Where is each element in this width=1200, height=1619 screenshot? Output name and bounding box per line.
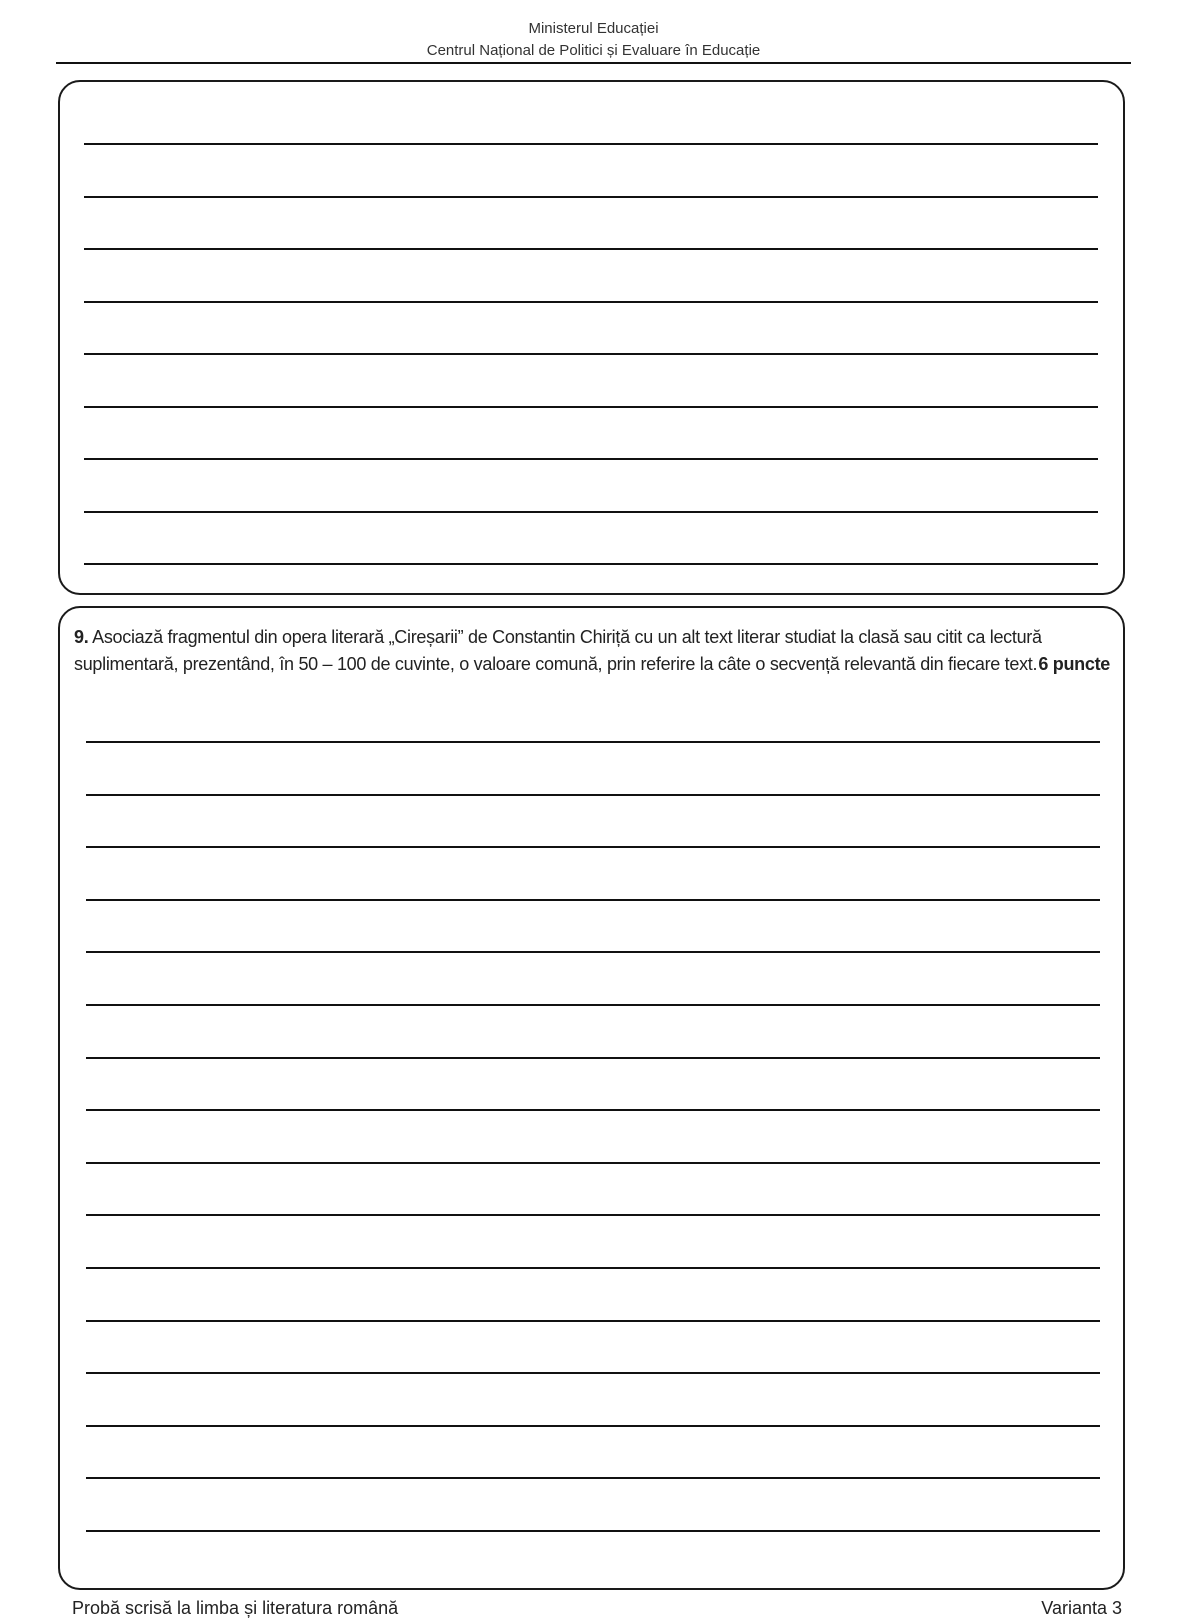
answer-line[interactable] [84, 196, 1098, 198]
answer-line[interactable] [84, 353, 1098, 355]
answer-line[interactable] [84, 406, 1098, 408]
header-center: Centrul Național de Politici și Evaluare în Educație [426, 42, 761, 59]
question-9 [74, 624, 1110, 678]
question-number: 9. [74, 627, 89, 647]
answer-line[interactable] [86, 1425, 1100, 1427]
answer-line[interactable] [86, 899, 1100, 901]
answer-line[interactable] [86, 1477, 1100, 1479]
page-header [56, 18, 1131, 62]
answer-line[interactable] [84, 458, 1098, 460]
answer-line[interactable] [84, 248, 1098, 250]
answer-line[interactable] [84, 301, 1098, 303]
answer-line[interactable] [86, 1214, 1100, 1216]
question-points: 6 puncte [1038, 654, 1110, 674]
question-9-box [58, 606, 1125, 1590]
answer-line[interactable] [86, 1109, 1100, 1111]
answer-line[interactable] [84, 143, 1098, 145]
answer-line[interactable] [86, 1530, 1100, 1532]
answer-line[interactable] [84, 563, 1098, 565]
answer-line[interactable] [86, 846, 1100, 848]
answer-line[interactable] [86, 1004, 1100, 1006]
question-text: Asociază fragmentul din opera literară „Cireșarii” de Constantin Chiriță cu un alt text literar studiat la clasă sau citit ca lectură suplimentară, prezentând, în 50 – 100 de cuvinte, o valoare comună, prin referire la câte o secvență relevantă din fiecare text. [74, 627, 1042, 674]
answer-line[interactable] [86, 741, 1100, 743]
answer-box-previous [58, 80, 1125, 595]
answer-line[interactable] [86, 1267, 1100, 1269]
answer-line[interactable] [86, 951, 1100, 953]
answer-line[interactable] [86, 794, 1100, 796]
answer-line[interactable] [86, 1320, 1100, 1322]
answer-line[interactable] [86, 1162, 1100, 1164]
footer-exam-title: Probă scrisă la limba și literatura română [72, 1598, 399, 1618]
answer-line[interactable] [86, 1057, 1100, 1059]
footer-variant: Varianta 3 [1041, 1598, 1122, 1618]
answer-line[interactable] [84, 511, 1098, 513]
answer-line[interactable] [86, 1372, 1100, 1374]
header-divider [56, 62, 1131, 64]
header-ministry: Ministerul Educației [528, 20, 659, 37]
